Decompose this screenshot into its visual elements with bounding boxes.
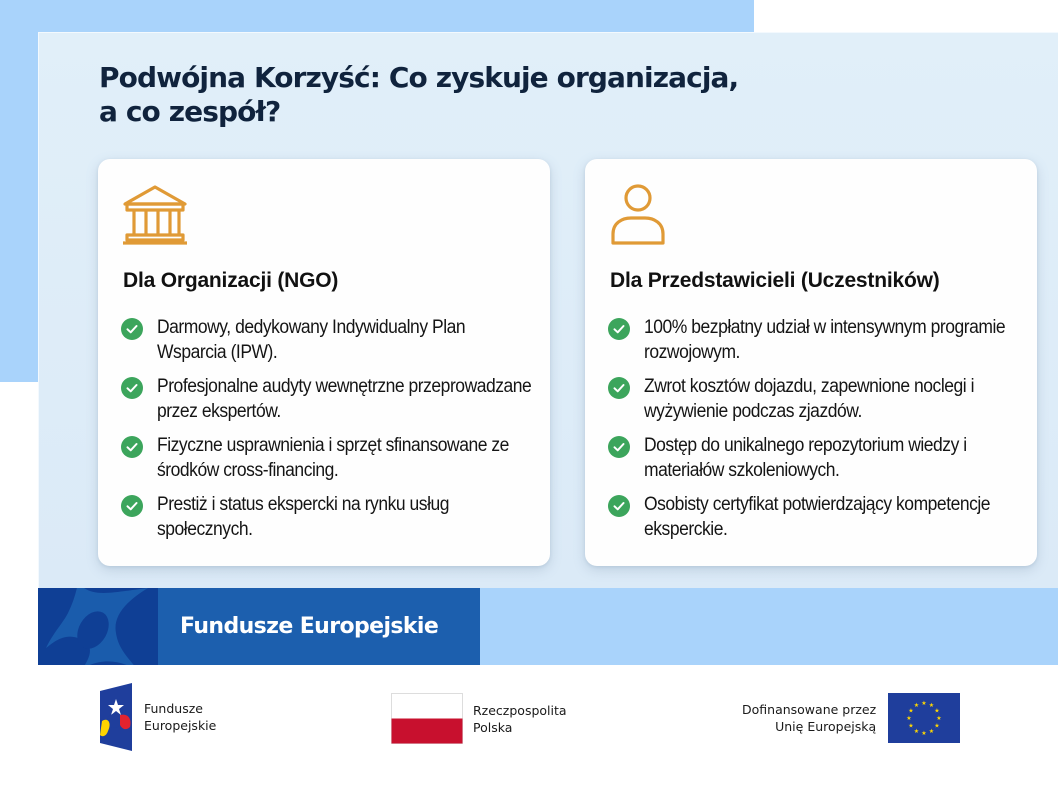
benefit-text: Profesjonalne audyty wewnętrzne przeprowadzane przez ekspertów. — [157, 376, 532, 422]
slide-panel — [38, 32, 1058, 588]
card-title: Dla Organizacji (NGO) — [123, 269, 339, 292]
list-item — [121, 492, 567, 542]
svg-text:★: ★ — [934, 722, 940, 730]
footer-band — [38, 588, 1058, 665]
check-circle-icon — [121, 377, 143, 399]
benefit-list — [121, 315, 567, 551]
stars-pattern-icon — [38, 588, 158, 665]
pl-logo-text: Rzeczpospolita Polska — [473, 702, 567, 735]
card-participants — [585, 159, 1037, 566]
svg-text:★: ★ — [934, 707, 940, 715]
card-title: Dla Przedstawicieli (Uczestników) — [610, 269, 940, 292]
svg-text:★: ★ — [921, 700, 927, 707]
benefit-text: 100% bezpłatny udział w intensywnym programie rozwojowym. — [644, 317, 1006, 363]
list-item — [608, 492, 1054, 542]
benefit-text: Darmowy, dedykowany Indywidualny Plan Wsparcia (IPW). — [157, 317, 466, 363]
title-line-2: a co zespół? — [99, 95, 281, 128]
logo-rzeczpospolita-polska — [391, 693, 567, 744]
list-item — [608, 433, 1054, 483]
logos-row — [0, 665, 1058, 794]
benefit-text: Fizyczne usprawnienia i sprzęt sfinansowane ze środków cross-financing. — [157, 435, 509, 481]
fe-label: Fundusze Europejskie — [180, 614, 439, 639]
check-circle-icon — [608, 318, 630, 340]
poland-flag-icon — [391, 693, 463, 744]
check-circle-icon — [121, 495, 143, 517]
svg-text:★: ★ — [908, 707, 914, 715]
svg-text:★: ★ — [913, 728, 920, 735]
svg-text:★: ★ — [928, 728, 935, 735]
card-organization — [98, 159, 550, 566]
logo-fundusze-europejskie — [98, 683, 216, 751]
page-title — [99, 61, 859, 129]
benefit-text: Osobisty certyfikat potwierdzający kompetencje eksperckie. — [644, 494, 991, 540]
svg-text:★: ★ — [908, 722, 914, 730]
fe-logo-icon — [98, 683, 134, 751]
svg-text:★: ★ — [906, 715, 912, 722]
building-columns-icon — [122, 183, 188, 247]
list-item — [608, 374, 1054, 424]
fe-stars-pattern — [38, 588, 158, 665]
eu-logo-text: Dofinansowane przez Unię Europejską — [742, 702, 877, 734]
svg-text:★: ★ — [913, 702, 920, 709]
title-line-1: Podwójna Korzyść: Co zyskuje organizacja, — [99, 61, 739, 94]
check-circle-icon — [608, 495, 630, 517]
list-item — [121, 433, 567, 483]
check-circle-icon — [608, 436, 630, 458]
benefit-list — [608, 315, 1054, 551]
check-circle-icon — [608, 377, 630, 399]
benefit-text: Dostęp do unikalnego repozytorium wiedzy i materiałów szkoleniowych. — [644, 435, 967, 481]
check-circle-icon — [121, 436, 143, 458]
svg-text:★: ★ — [921, 730, 927, 737]
list-item — [121, 315, 567, 365]
svg-text:★: ★ — [936, 715, 942, 722]
benefit-text: Zwrot kosztów dojazdu, zapewnione noclegi i wyżywienie podczas zjazdów. — [644, 376, 975, 422]
benefit-text: Prestiż i status ekspercki na rynku usług społecznych. — [157, 494, 450, 540]
list-item — [121, 374, 567, 424]
check-circle-icon — [121, 318, 143, 340]
list-item — [608, 315, 1054, 365]
svg-text:★: ★ — [928, 702, 935, 709]
logo-unia-europejska — [742, 693, 960, 743]
eu-flag-icon — [888, 693, 960, 743]
user-icon — [609, 183, 675, 247]
fe-label-box — [158, 588, 480, 665]
fe-logo-text: Fundusze Europejskie — [144, 701, 217, 733]
